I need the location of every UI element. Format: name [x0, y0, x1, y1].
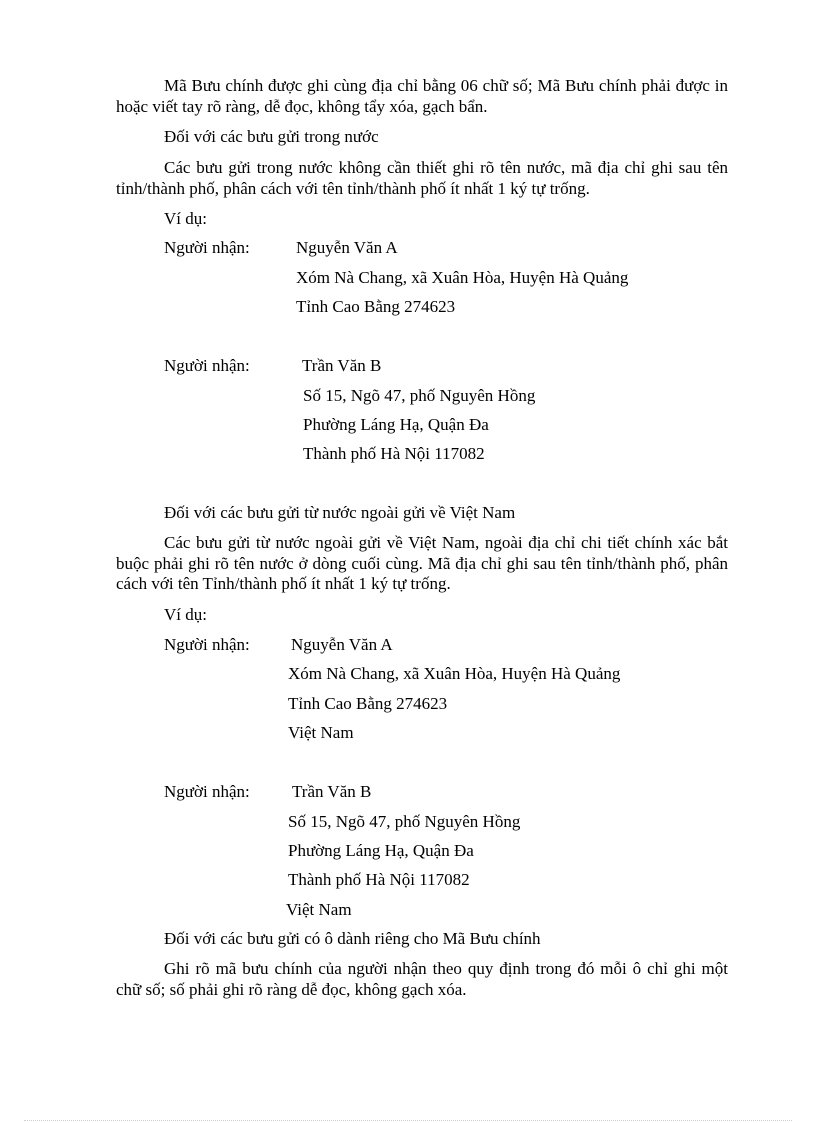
section2-heading: Đối với các bưu gửi từ nước ngoài gửi về Việt Nam [164, 503, 516, 522]
recipient-label: Người nhận: [164, 356, 250, 375]
recipient-name: Trần Văn B [302, 356, 382, 375]
address-line: Phường Láng Hạ, Quận Đa [288, 841, 474, 860]
page-bottom-divider [24, 1120, 792, 1121]
address-line: Phường Láng Hạ, Quận Đa [303, 415, 489, 434]
address-line: Xóm Nà Chang, xã Xuân Hòa, Huyện Hà Quảng [288, 664, 621, 683]
address-line: Số 15, Ngõ 47, phố Nguyên Hồng [303, 386, 536, 405]
recipient-label: Người nhận: [164, 782, 250, 801]
address-line: Thành phố Hà Nội 117082 [303, 444, 485, 463]
country-line: Việt Nam [286, 900, 352, 919]
section2-example-label: Ví dụ: [164, 605, 207, 624]
recipient-label: Người nhận: [164, 635, 250, 654]
recipient-name: Nguyễn Văn A [291, 635, 393, 654]
section2-paragraph: Các bưu gửi từ nước ngoài gửi về Việt Nam, ngoài địa chỉ chi tiết chính xác bắt buộc phải ghi rõ tên nước ở dòng cuối cùng. Mã địa chỉ ghi sau tên tỉnh/thành phố, phân cách với tên Tỉnh/thành phố ít nhất 1 ký tự trống. [116, 533, 728, 593]
recipient-label: Người nhận: [164, 238, 250, 257]
section3-paragraph: Ghi rõ mã bưu chính của người nhận theo quy định trong đó mỗi ô chỉ ghi một chữ số; số phải ghi rõ ràng dễ đọc, không gạch xóa. [116, 959, 728, 999]
section1-paragraph: Các bưu gửi trong nước không cần thiết ghi rõ tên nước, mã địa chỉ ghi sau tên tỉnh/thành phố, phân cách với tên tỉnh/thành phố ít nhất 1 ký tự trống. [116, 158, 728, 198]
address-line: Tỉnh Cao Bằng 274623 [296, 297, 456, 316]
section3-heading: Đối với các bưu gửi có ô dành riêng cho Mã Bưu chính [164, 929, 541, 948]
section1-example-label: Ví dụ: [164, 209, 207, 228]
recipient-name: Trần Văn B [292, 782, 372, 801]
address-line: Xóm Nà Chang, xã Xuân Hòa, Huyện Hà Quảng [296, 268, 629, 287]
address-line: Tỉnh Cao Bằng 274623 [288, 694, 448, 713]
intro-paragraph: Mã Bưu chính được ghi cùng địa chỉ bằng 06 chữ số; Mã Bưu chính phải được in hoặc viết tay rõ ràng, dễ đọc, không tẩy xóa, gạch bẩn. [116, 76, 728, 116]
address-line: Số 15, Ngõ 47, phố Nguyên Hồng [288, 812, 521, 831]
country-line: Việt Nam [288, 723, 354, 742]
address-line: Thành phố Hà Nội 117082 [288, 870, 470, 889]
section1-heading: Đối với các bưu gửi trong nước [164, 127, 379, 146]
recipient-name: Nguyễn Văn A [296, 238, 398, 257]
